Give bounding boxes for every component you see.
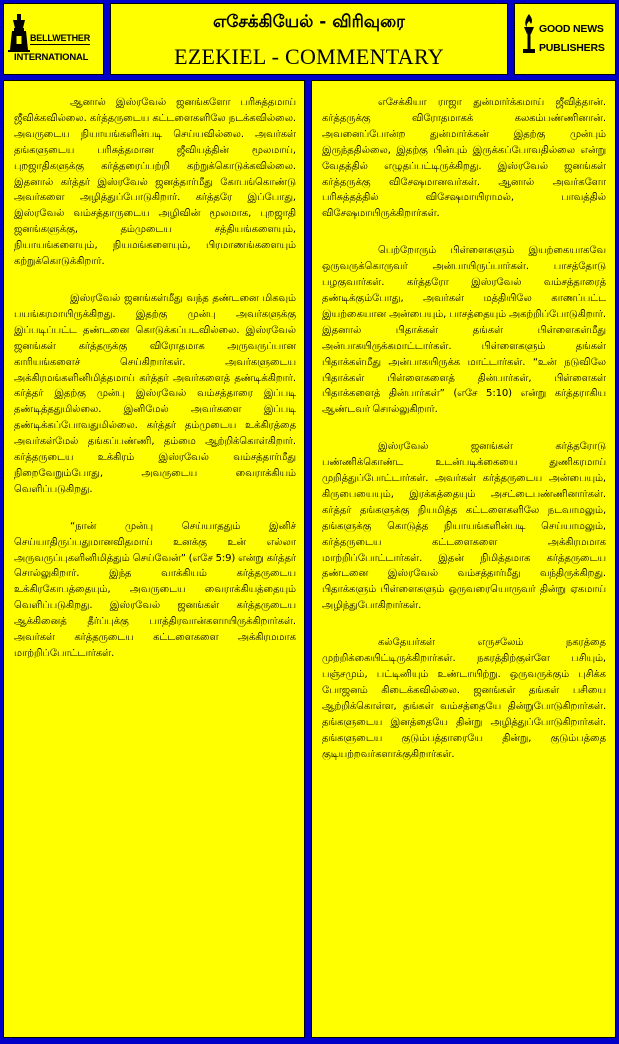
left-paragraph-3: “நான் முன்பு செய்யாததும் இனிச் செய்யாதிருப்பதுமானவிதமாய் உனக்கு உன் எல்லா அருவருப்புகளினிமித்தும் செய்வேன்” (எசே 5:9) என்று கர்த்தர் சொல்லுகிறார். இந்த வாக்கியம் கர்த்தருடைய உக்கிரகோபத்தையும், அவருடைய வைராக்கியத்தையும் வெளிப்படுகிறது. இஸ்ரவேல் ஜனங்கள் கர்த்தருடைய ஆக்கினைத் தீர்ப்புக்கு பாத்திரவான்களாயிருக்கிறார்கள். அவர்கள் கர்த்தருடைய கட்டளைகளை அக்கிரமமாக மாற்றிப்போட்டார்கள். <box>14 520 296 659</box>
bellwether-logo-line1: BELLWETHER <box>30 33 90 43</box>
left-column <box>3 80 305 1038</box>
torch-icon <box>519 14 539 54</box>
good-news-logo-box <box>514 3 616 75</box>
bellwether-logo-box <box>3 3 104 75</box>
page-header <box>0 0 619 80</box>
right-paragraph-1: எசேக்கியா ராஜா துன்மார்க்கமாய் ஜீவித்தான். கர்த்தருக்கு விரோதமாகக் கலகம்பண்ணினான். அவனைப்போன்ற துன்மார்க்கன் இதற்கு முன்பும் இருந்ததில்லை, இதற்கு பின்பும் இருக்கப்போவதில்லை என்று வேதத்தில் எழுதப்பட்டிருக்கிறது. இஸ்ரவேல் ஜனங்கள் கர்த்தருக்கு விசேஷமானவர்கள். ஆனால் அவர்களோ பரிசுத்தத்தில் விசேஷமாயிராமல், பாவத்தில் விசேஷமாயிருக்கிறார்கள். <box>322 97 606 220</box>
bellwether-logo-line2: INTERNATIONAL <box>14 52 89 63</box>
bell-tower-icon <box>8 14 30 52</box>
page-title-english: EZEKIEL - COMMENTARY <box>174 44 444 69</box>
right-paragraph-3: இஸ்ரவேல் ஜனங்கள் கர்த்தரோடு பண்ணிக்கொண்ட உடன்படிக்கையை துணிகரமாய் முறித்துப்போட்டார்கள். அவர்கள் கர்த்தருடைய அன்பையும், கிருபையையும், இரக்கத்தையும் அசட்டைபண்ணினார்கள். கர்த்தர் தங்களுக்கு நியமித்த கட்டளைகளிலே நடவாமலும், தங்களுக்கு கொடுத்த நியாயங்களின்படி செய்யாமலும், கர்த்தருடைய கட்டளைகளை அக்கிரமமாக மாற்றிப்போட்டார்கள். இதன் நிமித்தமாக கர்த்தருடைய தண்டனை இஸ்ரவேல் வம்சத்தார்மீது வந்திருக்கிறது. பிதாக்களும் பிள்ளைகளும் ஒருவரையொருவர் தின்று ஏகமாய் அழிந்துபோகிறார்கள். <box>322 441 606 612</box>
good-news-logo-line1: GOOD NEWS <box>539 23 604 35</box>
good-news-logo-line2: PUBLISHERS <box>539 42 605 54</box>
right-paragraph-2: பெற்றோரும் பிள்ளைகளும் இயற்கையாகவே ஒருவருக்கொருவர் அன்பாயிருப்பார்கள். பாசத்தோடு பழகுவார்கள். கர்த்தரோ இஸ்ரவேல் வம்சத்தாரைத் தண்டிக்கும்போது, அவர்கள் மத்தியிலே காணப்பட்ட இயற்கையான அன்பையும், பாசத்தையும் அகற்றிப்போடுகிறார். இதனால் பிதாக்கள் தங்கள் பிள்ளைகள்மீது அன்பாகயிருக்கமாட்டார்கள். பிள்ளைகளும் தங்கள் பிதாக்கள்மீது அன்பாகயிருக்க மாட்டார்கள். “உன் நடுவிலே பிதாக்கள் பிள்ளைகளைத் தின்பார்கள், பிள்ளைகள் பிதாக்களைத் தின்பார்கள்” (எசே 5:10) என்று கர்த்தராகிய ஆண்டவர் சொல்லுகிறார். <box>322 245 606 416</box>
right-column <box>311 80 616 1038</box>
page-title-tamil: எசேக்கியேல் - விரிவுரை <box>213 12 405 32</box>
left-paragraph-1: ஆனால் இஸ்ரவேல் ஜனங்களோ பரிசுத்தமாய் ஜீவிக்கவில்லை. கர்த்தருடைய கட்டளைகளிலே நடக்கவில்லை. அவருடைய நியாயங்களின்படி செய்யவில்லை. அவர்கள் தங்களுடைய பரிசுத்தமான ஜீவியத்தின் மூலமாய், புறஜாதிகளுக்கு கர்த்தரைப்பற்றி கற்றுக்கொடுக்கவில்லை. இதனால் கர்த்தர் இஸ்ரவேல் ஜனத்தார்மீது கோபங்கொண்டு அவர்களை அழித்துப்போடுகிறார். கர்த்தரே இப்போது, இஸ்ரவேல் வம்சத்தாருடைய அழிவின் மூலமாக, புறஜாதி ஜனங்களுக்கு, தம்முடைய சத்தியங்களையும், நியாயங்களையும், நியமங்களையும், பிரமாணங்களையும் கற்றுக்கொடுக்கிறார். <box>14 97 296 268</box>
title-box <box>110 3 508 75</box>
right-paragraph-4: கல்தேயர்கள் எருசலேம் நகரத்தை முற்றிக்கையிட்டிருக்கிறார்கள். நகரத்திற்குள்ளே பசியும், பஞ்சமும், பட்டினியும் உண்டாயிற்று. ஒருவருக்கும் புசிக்க போஜனம் கிடைக்கவில்லை. ஜனங்கள் தங்கள் பசியை ஆற்றிக்கொள்ள, தங்கள் வம்சத்தையே தின்றுபோடுகிறார்கள். தங்களுடைய இனத்தையே தின்று அழித்துப்போடுகிறார்கள். தங்களுடைய குடும்பத்தாரையே தின்று, குடும்பத்தை குடியற்றவர்களாக்குகிறார்கள். <box>322 637 606 760</box>
good-news-logo <box>519 14 611 66</box>
left-paragraph-2: இஸ்ரவேல் ஜனங்கள்மீது வந்த தண்டனை மிகவும் பயங்கரமாயிருக்கிறது. இதற்கு முன்பு அவர்களுக்கு இப்படிப்பட்ட தண்டனை கொடுக்கப்படவில்லை. இஸ்ரவேல் ஜனங்கள் கர்த்தருக்கு விரோதமாக அருவருப்பான காரியங்களைச் செய்கிறார்கள். அவர்களுடைய அக்கிரமங்களினிமித்தமாய் கர்த்தர் அவர்களைத் தண்டிக்கிறார். கர்த்தர் இதற்கு முன்பு இஸ்ரவேல் வம்சத்தாரை இப்படி தண்டித்ததுமில்லை. இனிமேல் அவர்களை இப்படி தண்டிக்கப்போவதுமில்லை. கர்த்தர் தம்முடைய உக்கிரத்தை அவர்கள்மேல் தங்கப்பண்ணி, தம்மை ஆற்றிக்கொள்கிறார். கர்த்தருடைய உக்கிரம் இஸ்ரவேல் வம்சத்தார்மீது நிறைவேறும்போது, அவருடைய வைராக்கியம் வெளிப்படுகிறது. <box>14 292 296 495</box>
bellwether-logo <box>8 14 100 66</box>
